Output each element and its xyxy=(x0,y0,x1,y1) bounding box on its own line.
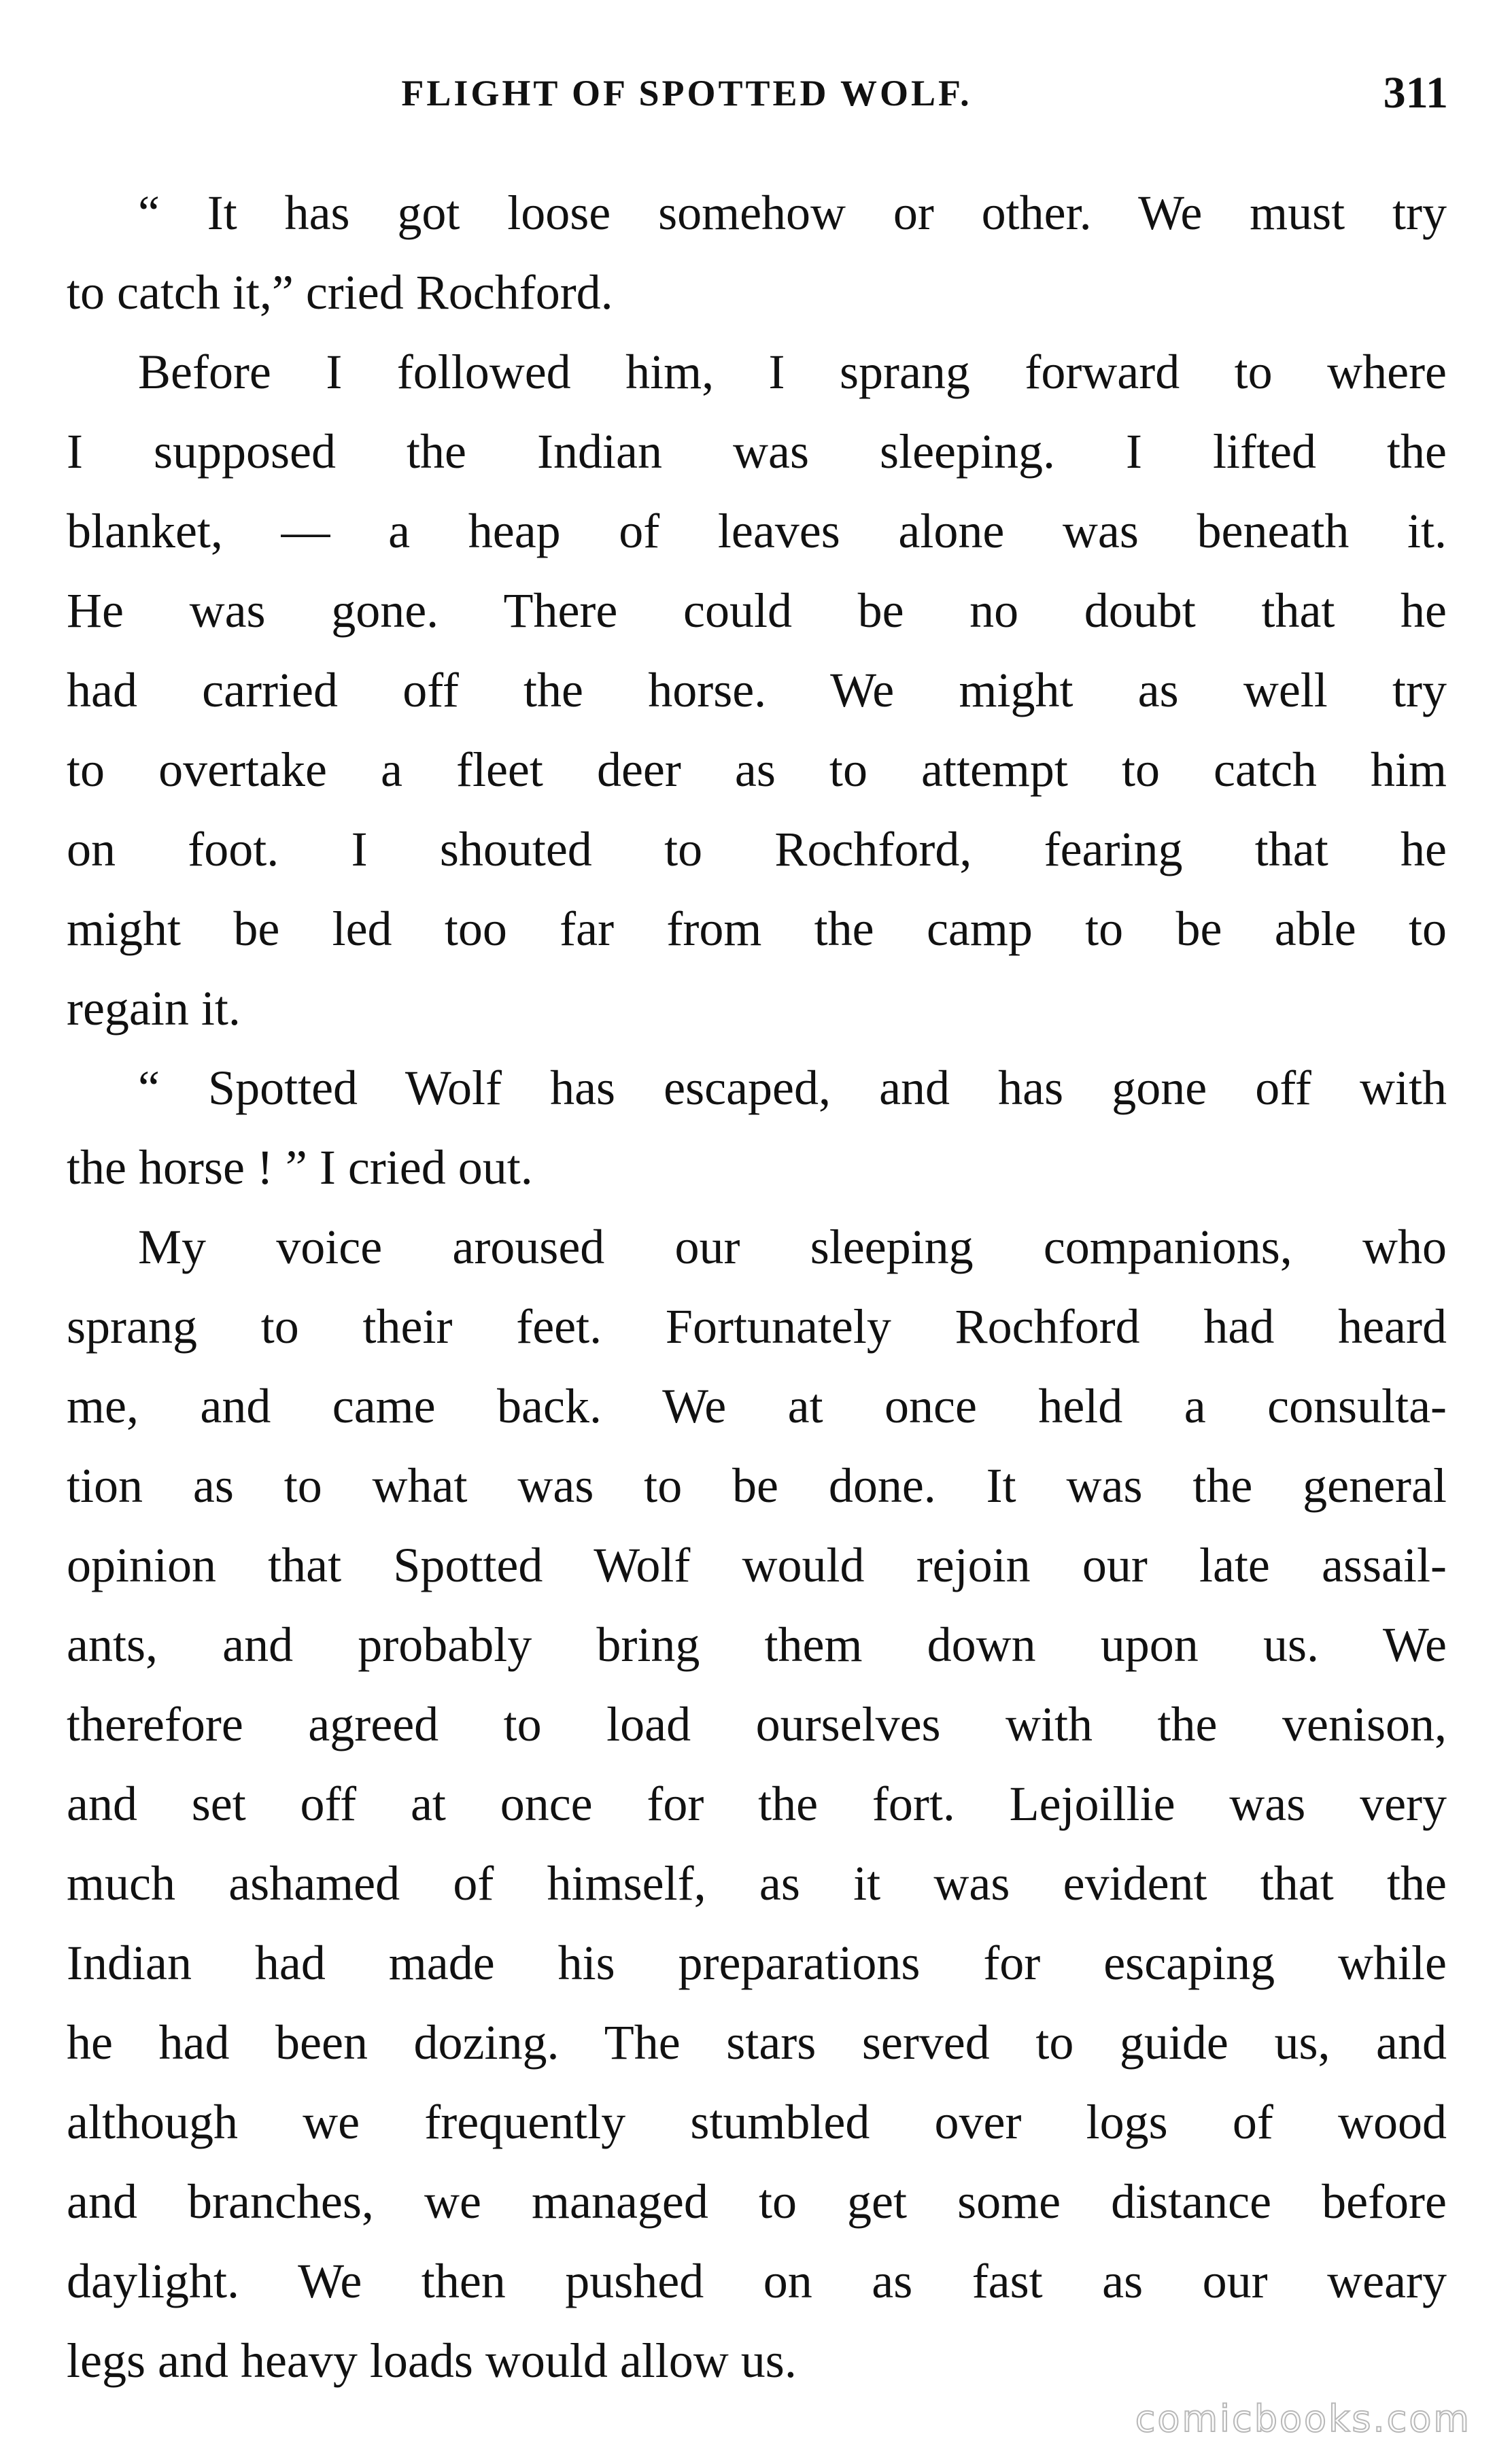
watermark: comicbooks.com xyxy=(1135,2397,1471,2440)
text-line: therefore agreed to load ourselves with the venison, xyxy=(67,1697,1447,1751)
text-line: blanket, — a heap of leaves alone was beneath it. xyxy=(67,504,1447,558)
text-line: on foot. I shouted to Rochford, fearing that he xyxy=(67,822,1447,876)
page-number: 311 xyxy=(1383,68,1448,118)
text-line: He was gone. There could be no doubt that he xyxy=(67,583,1447,638)
text-line: to catch it,” cried Rochford. xyxy=(67,265,613,320)
text-line: sprang to their feet. Fortunately Rochford had heard xyxy=(67,1299,1447,1354)
page-header xyxy=(136,63,1448,124)
text-line: “ It has got loose somehow or other. We must try xyxy=(138,186,1447,240)
text-line: he had been dozing. The stars served to guide us, and xyxy=(67,2015,1447,2070)
text-line: I supposed the Indian was sleeping. I lifted the xyxy=(67,424,1447,479)
text-line: and set off at once for the fort. Lejoillie was very xyxy=(67,1777,1447,1831)
text-line: opinion that Spotted Wolf would rejoin our late assail- xyxy=(67,1538,1447,1592)
running-title: FLIGHT OF SPOTTED WOLF. xyxy=(401,73,972,114)
text-line: to overtake a fleet deer as to attempt to catch him xyxy=(67,742,1447,797)
text-line: the horse ! ” I cried out. xyxy=(67,1140,533,1195)
text-line: daylight. We then pushed on as fast as our weary xyxy=(67,2254,1447,2308)
text-line: regain it. xyxy=(67,981,241,1036)
text-line: “ Spotted Wolf has escaped, and has gone off with xyxy=(138,1061,1447,1115)
body-text xyxy=(67,173,1447,2401)
text-line: although we frequently stumbled over logs of wood xyxy=(67,2095,1447,2149)
text-line: had carried off the horse. We might as well try xyxy=(67,663,1447,717)
text-line: might be led too far from the camp to be able to xyxy=(67,902,1447,956)
text-line: and branches, we managed to get some distance before xyxy=(67,2174,1447,2229)
text-line: much ashamed of himself, as it was evident that the xyxy=(67,1856,1447,1911)
text-line: me, and came back. We at once held a consulta- xyxy=(67,1379,1447,1433)
text-line: Before I followed him, I sprang forward to where xyxy=(138,345,1447,399)
text-line: ants, and probably bring them down upon us. We xyxy=(67,1618,1447,1672)
text-line: tion as to what was to be done. It was the general xyxy=(67,1458,1447,1513)
text-line: legs and heavy loads would allow us. xyxy=(67,2333,797,2388)
text-line: Indian had made his preparations for escaping while xyxy=(67,1936,1447,1990)
text-line: My voice aroused our sleeping companions, who xyxy=(138,1220,1447,1274)
